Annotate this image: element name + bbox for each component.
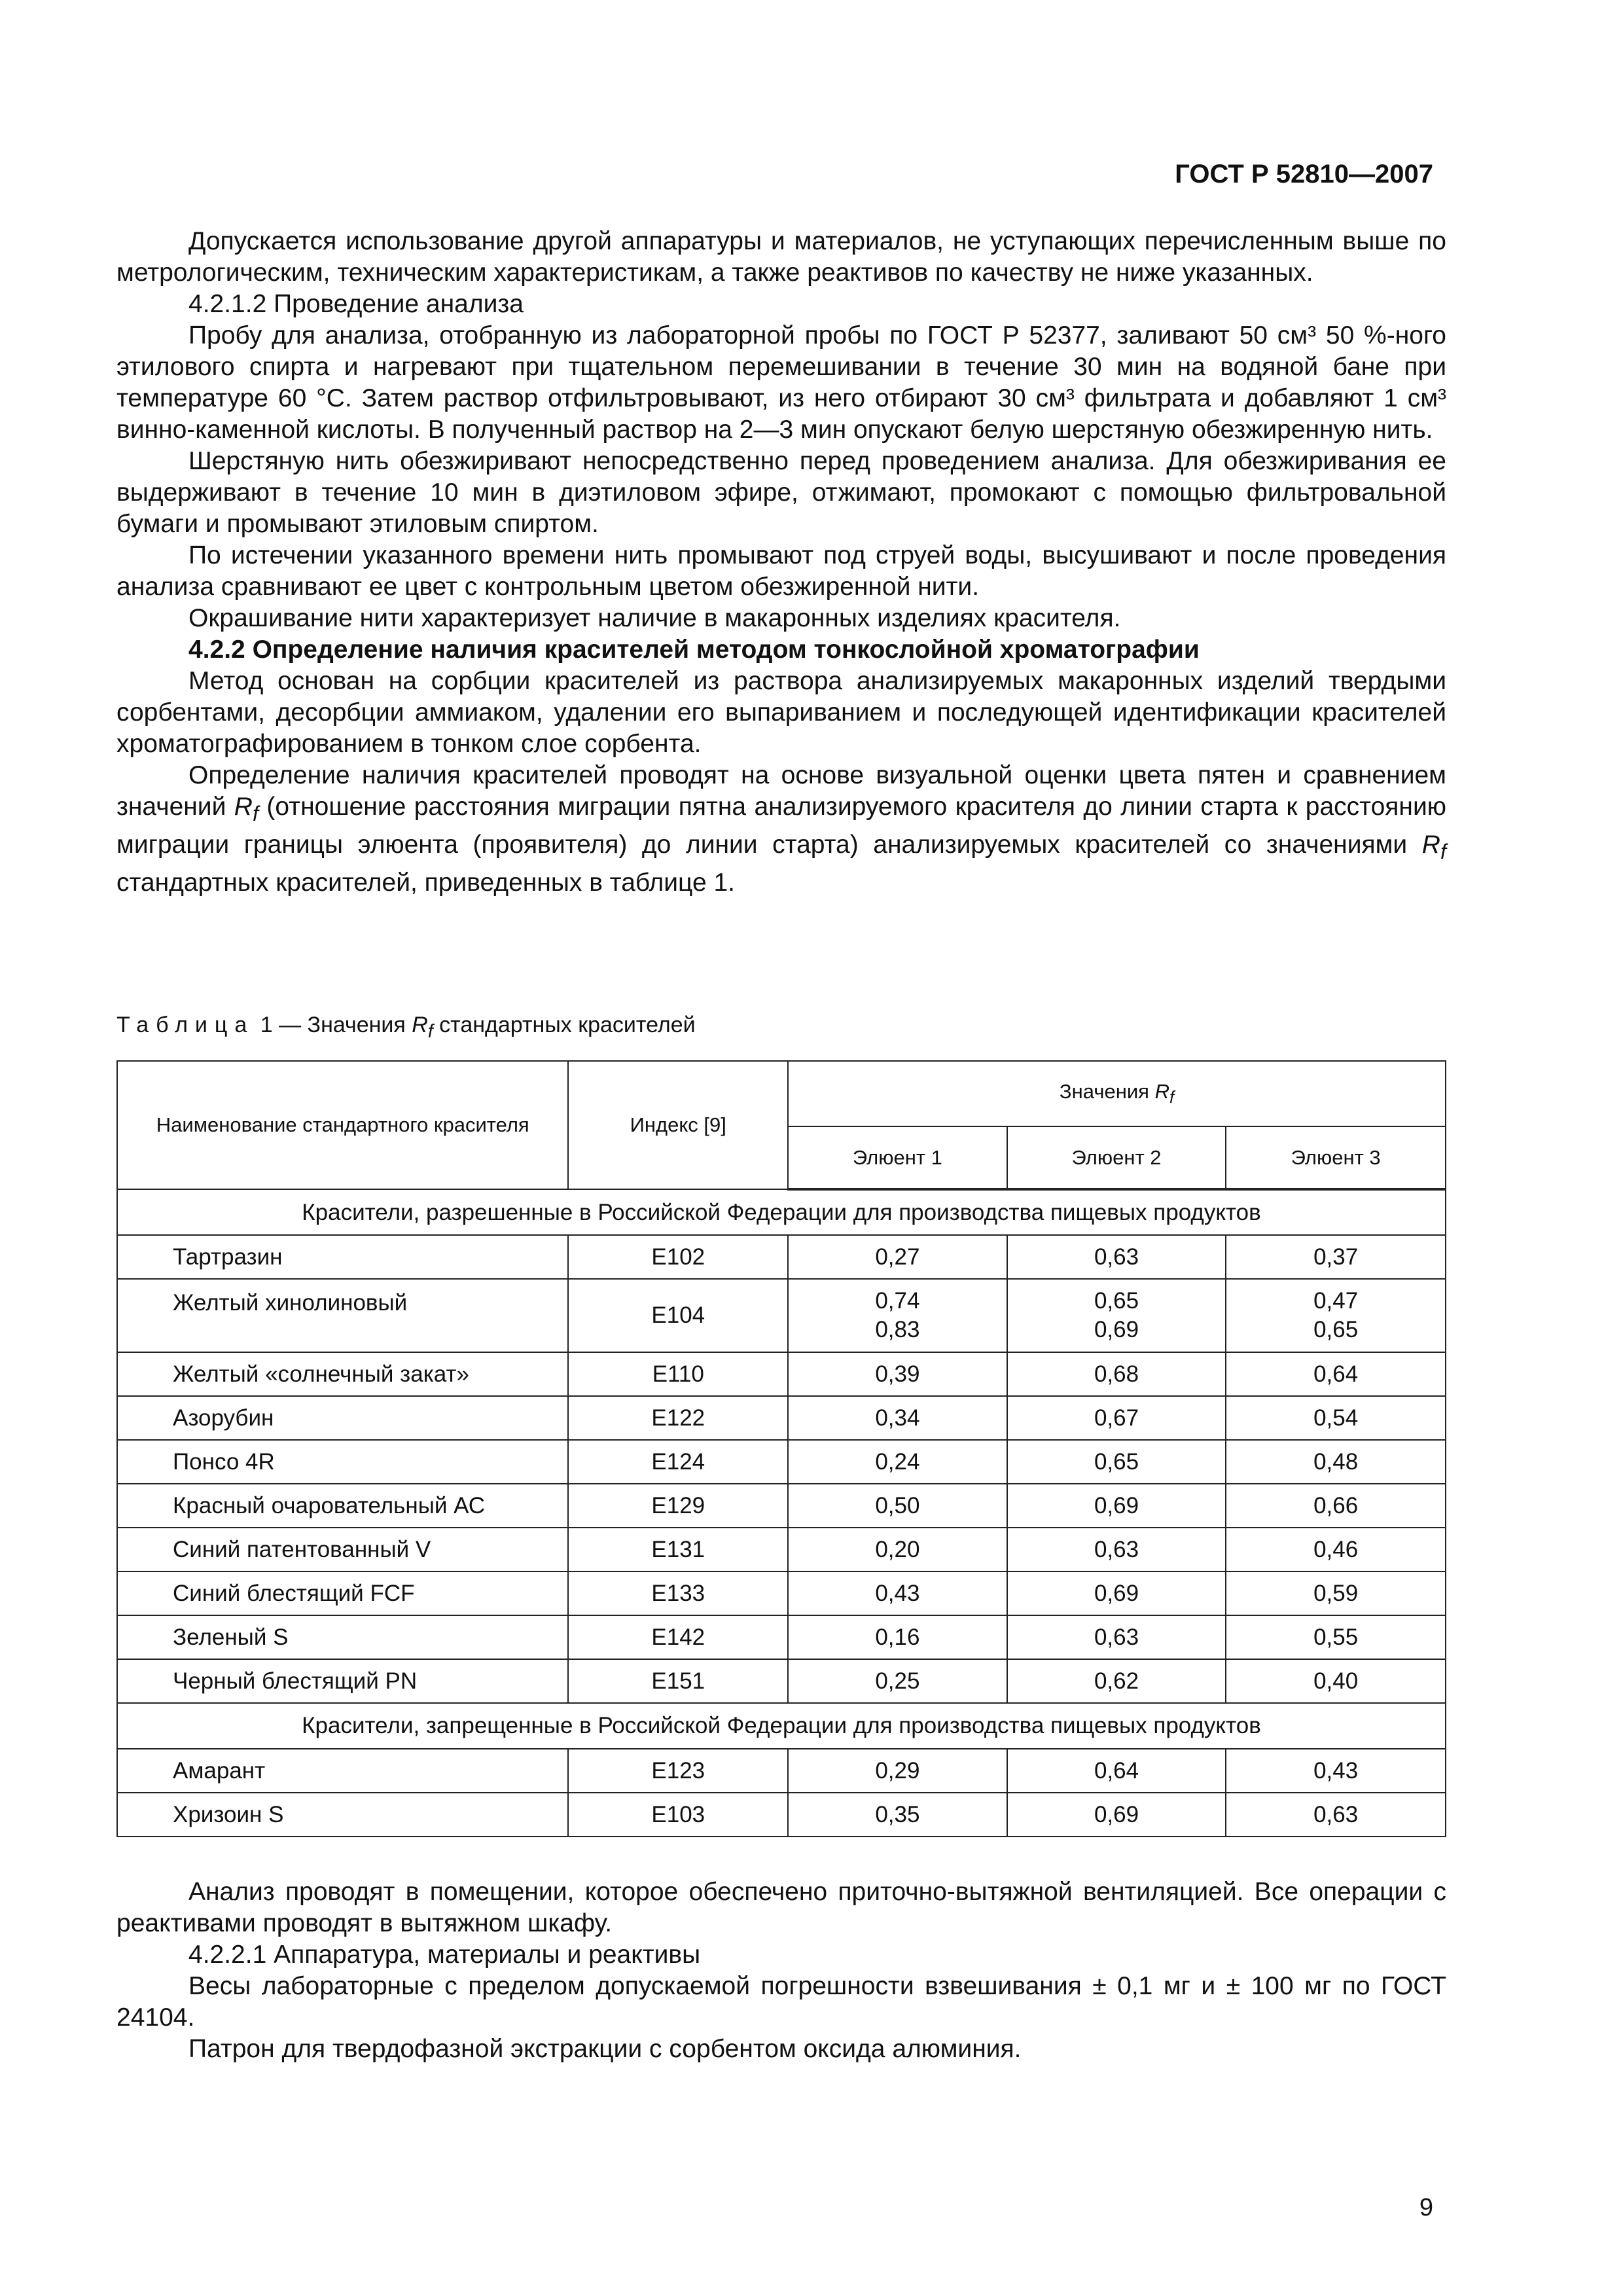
dye-name: Азорубин (117, 1396, 568, 1440)
header-name: Наименование стандартного красителя (117, 1061, 568, 1189)
paragraph: Весы лабораторные с пределом допускаемой погрешности взвешивания ± 0,1 мг и ± 100 мг по ГОСТ 24104. (116, 1972, 1446, 2032)
eluent-3-value: 0,46 (1226, 1528, 1446, 1571)
eluent-1-value: 0,20 (788, 1528, 1007, 1571)
subsection-heading: 4.2.1.2 Проведение анализа (188, 290, 524, 318)
dye-name: Зеленый S (117, 1615, 568, 1659)
eluent-1-value: 0,43 (788, 1571, 1007, 1615)
dye-index: Е104 (568, 1279, 788, 1352)
dye-index: Е129 (568, 1484, 788, 1528)
group-row (117, 1189, 1446, 1235)
dye-index: Е103 (568, 1793, 788, 1837)
eluent-1-value: 0,25 (788, 1659, 1007, 1703)
eluent-3-value: 0,59 (1226, 1571, 1446, 1615)
header-eluent-2: Элюент 2 (1007, 1126, 1226, 1189)
table-row (117, 1615, 1446, 1659)
eluent-2-value: 0,63 (1007, 1235, 1226, 1279)
header-eluent-1: Элюент 1 (788, 1126, 1007, 1189)
eluent-3-value: 0,66 (1226, 1484, 1446, 1528)
dye-name: Желтый хинолиновый (117, 1279, 568, 1352)
dye-name: Амарант (117, 1749, 568, 1793)
eluent-3-value: 0,47 0,65 (1226, 1279, 1446, 1352)
dye-index: Е122 (568, 1396, 788, 1440)
dye-index: Е131 (568, 1528, 788, 1571)
paragraph-rf: Определение наличия красителей проводят на основе визуальной оценки цвета пятен и сравнением значений $R_f$ (отношение расстояния миграции пятна анализируемого красителя до линии старта к расстоянию миграции границы элюента (проявителя) до линии старта) анализируемых красителей со значениями $R_f$ стандартных красителей, приведенных в таблице 1. (116, 761, 1446, 897)
subsection-heading: 4.2.2.1 Аппаратура, материалы и реактивы (188, 1941, 701, 1969)
eluent-3-value: 0,55 (1226, 1615, 1446, 1659)
eluent-2-value: 0,63 (1007, 1528, 1226, 1571)
header-values: Значения $R_f$ (788, 1061, 1446, 1126)
paragraph: Допускается использование другой аппаратуры и материалов, не уступающих перечисленным выше по метрологическим, техническим характеристикам, а также реактивов по качеству не ниже указанных. (116, 227, 1446, 287)
eluent-2-value: 0,62 (1007, 1659, 1226, 1703)
eluent-1-value: 0,27 (788, 1235, 1007, 1279)
group-label-prohibited: Красители, запрещенные в Российской Федерации для производства пищевых продуктов (117, 1703, 1446, 1749)
dye-index: Е142 (568, 1615, 788, 1659)
paragraph: Анализ проводят в помещении, которое обеспечено приточно-вытяжной вентиляцией. Все операции с реактивами проводят в вытяжном шкафу. (116, 1878, 1446, 1937)
paragraph: Метод основан на сорбции красителей из раствора анализируемых макаронных изделий твердыми сорбентами, десорбции аммиаком, удалении его выпариванием и последующей идентификации красителей хроматографированием в тонком слое сорбента. (116, 667, 1446, 758)
section-heading: 4.2.2 Определение наличия красителей методом тонкослойной хроматографии (188, 636, 1200, 664)
eluent-3-value: 0,63 (1226, 1793, 1446, 1837)
eluent-1-value: 0,39 (788, 1352, 1007, 1396)
eluent-3-value: 0,54 (1226, 1396, 1446, 1440)
eluent-2-value: 0,69 (1007, 1484, 1226, 1528)
eluent-3-value: 0,64 (1226, 1352, 1446, 1396)
eluent-2-value: 0,64 (1007, 1749, 1226, 1793)
eluent-1-value: 0,50 (788, 1484, 1007, 1528)
group-label-allowed: Красители, разрешенные в Российской Федерации для производства пищевых продуктов (117, 1189, 1446, 1235)
table-row (117, 1235, 1446, 1279)
paragraph: По истечении указанного времени нить промывают под струей воды, высушивают и после проведения анализа сравнивают ее цвет с контрольным цветом обезжиренной нити. (116, 541, 1446, 601)
group-row (117, 1703, 1446, 1749)
table-row (117, 1279, 1446, 1352)
table-row (117, 1396, 1446, 1440)
eluent-1-value: 0,24 (788, 1440, 1007, 1484)
eluent-3-value: 0,43 (1226, 1749, 1446, 1793)
eluent-3-value: 0,40 (1226, 1659, 1446, 1703)
paragraph: Патрон для твердофазной экстракции с сорбентом оксида алюминия. (188, 2035, 1022, 2063)
eluent-1-value: 0,34 (788, 1396, 1007, 1440)
eluent-2-value: 0,63 (1007, 1615, 1226, 1659)
eluent-3-value: 0,48 (1226, 1440, 1446, 1484)
dye-name: Синий блестящий FCF (117, 1571, 568, 1615)
body-text-bottom (116, 1876, 1446, 2065)
dye-index: Е151 (568, 1659, 788, 1703)
dye-index: Е110 (568, 1352, 788, 1396)
paragraph: Окрашивание нити характеризует наличие в макаронных изделиях красителя. (188, 604, 1121, 632)
dye-index: Е133 (568, 1571, 788, 1615)
eluent-1-value: 0,35 (788, 1793, 1007, 1837)
dye-name: Хризоин S (117, 1793, 568, 1837)
page-number: 9 (1419, 2194, 1433, 2221)
dye-name: Синий патентованный V (117, 1528, 568, 1571)
table-row (117, 1793, 1446, 1837)
table-header-row (117, 1061, 1446, 1126)
table-caption: Таблица 1 — Значения $R_f$ стандартных красителей (116, 1013, 696, 1042)
dye-name: Желтый «солнечный закат» (117, 1352, 568, 1396)
dye-name: Тартразин (117, 1235, 568, 1279)
body-text-top (116, 226, 1446, 899)
table-row (117, 1749, 1446, 1793)
table-row (117, 1484, 1446, 1528)
paragraph: Пробу для анализа, отобранную из лабораторной пробы по ГОСТ Р 52377, заливают 50 см³ 50 %-ного этилового спирта и нагревают при тщательном перемешивании в течение 30 мин на водяной бане при температуре 60 °С. Затем раствор отфильтровывают, из него отбирают 30 см³ фильтрата и добавляют 1 см³ винно-каменной кислоты. В полученный раствор на 2—3 мин опускают белую шерстяную обезжиренную нить. (116, 321, 1446, 444)
eluent-1-value: 0,16 (788, 1615, 1007, 1659)
dye-index: Е102 (568, 1235, 788, 1279)
table-row (117, 1352, 1446, 1396)
dye-name: Красный очаровательный АС (117, 1484, 568, 1528)
eluent-2-value: 0,69 (1007, 1571, 1226, 1615)
table-row (117, 1571, 1446, 1615)
eluent-2-value: 0,68 (1007, 1352, 1226, 1396)
eluent-3-value: 0,37 (1226, 1235, 1446, 1279)
eluent-2-value: 0,67 (1007, 1396, 1226, 1440)
dye-index: Е124 (568, 1440, 788, 1484)
eluent-2-value: 0,65 (1007, 1440, 1226, 1484)
rf-symbol: R (234, 793, 253, 821)
dye-name: Понсо 4R (117, 1440, 568, 1484)
rf-values-table (116, 1060, 1446, 1837)
header-eluent-3: Элюент 3 (1226, 1126, 1446, 1189)
eluent-1-value: 0,74 0,83 (788, 1279, 1007, 1352)
rf-symbol: R (1421, 830, 1440, 859)
eluent-2-value: 0,69 (1007, 1793, 1226, 1837)
dye-name: Черный блестящий PN (117, 1659, 568, 1703)
paragraph: Шерстяную нить обезжиривают непосредственно перед проведением анализа. Для обезжиривания ее выдерживают в течение 10 мин в диэтиловом эфире, отжимают, промокают с помощью фильтровальной бумаги и промывают этиловым спиртом. (116, 447, 1446, 538)
document-id: ГОСТ Р 52810—2007 (1175, 160, 1433, 188)
eluent-2-value: 0,65 0,69 (1007, 1279, 1226, 1352)
table-row (117, 1528, 1446, 1571)
table-row (117, 1440, 1446, 1484)
dye-index: Е123 (568, 1749, 788, 1793)
table-row (117, 1659, 1446, 1703)
header-index: Индекс [9] (568, 1061, 788, 1189)
eluent-1-value: 0,29 (788, 1749, 1007, 1793)
